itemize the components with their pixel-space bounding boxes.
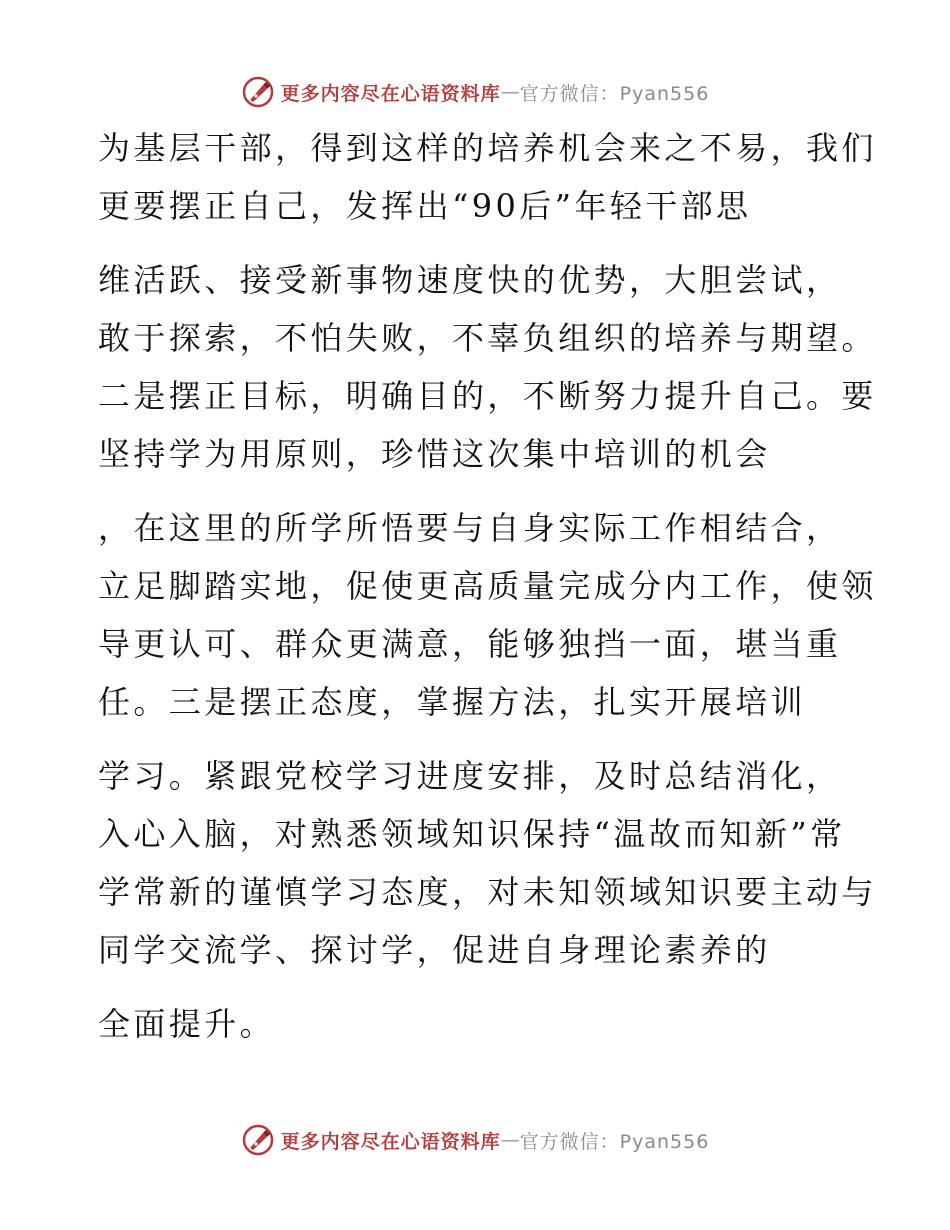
footer-watermark — [0, 1120, 950, 1160]
text-line: 同学交流学、探讨学，促进自身理论素养的 — [98, 931, 771, 969]
pen-nib-logo-icon — [241, 75, 275, 109]
watermark-separator: — — [500, 1129, 520, 1151]
text-line: 入心入脑，对熟悉领域知识保持“温故而知新”常 — [98, 815, 846, 853]
text-line: 更要摆正自己，发挥出“90后”年轻干部思 — [98, 187, 752, 225]
watermark-contact: 官方微信：Pyan556 — [519, 1130, 710, 1153]
header-watermark — [0, 72, 950, 112]
watermark-brand: 更多内容尽在心语资料库 — [280, 1130, 501, 1153]
text-line: 二是摆正目标，明确目的，不断努力提升自己。要 — [98, 377, 877, 415]
text-line: 学常新的谨慎学习态度，对未知领域知识要主动与 — [98, 873, 877, 911]
text-line: 敢于探索，不怕失败，不辜负组织的培养与期望。 — [98, 319, 877, 357]
pen-nib-logo-icon — [241, 1123, 275, 1157]
watermark-contact: 官方微信：Pyan556 — [519, 82, 710, 105]
text-line: 立足脚踏实地，促使更高质量完成分内工作，使领 — [98, 567, 877, 605]
text-line: 坚持学为用原则，珍惜这次集中培训的机会 — [98, 435, 771, 473]
text-line: 维活跃、接受新事物速度快的优势，大胆尝试， — [98, 261, 842, 299]
text-line: 为基层干部，得到这样的培养机会来之不易，我们 — [98, 129, 877, 167]
watermark-brand: 更多内容尽在心语资料库 — [280, 82, 501, 105]
text-line: 任。三是摆正态度，掌握方法，扎实开展培训 — [98, 683, 807, 721]
text-line: 全面提升。 — [98, 1005, 276, 1043]
text-line: ，在这里的所学所悟要与自身实际工作相结合， — [98, 509, 842, 547]
watermark-separator: — — [500, 81, 520, 103]
text-line: 学习。紧跟党校学习进度安排，及时总结消化， — [98, 757, 842, 795]
text-line: 导更认可、群众更满意，能够独挡一面，堪当重 — [98, 625, 842, 663]
